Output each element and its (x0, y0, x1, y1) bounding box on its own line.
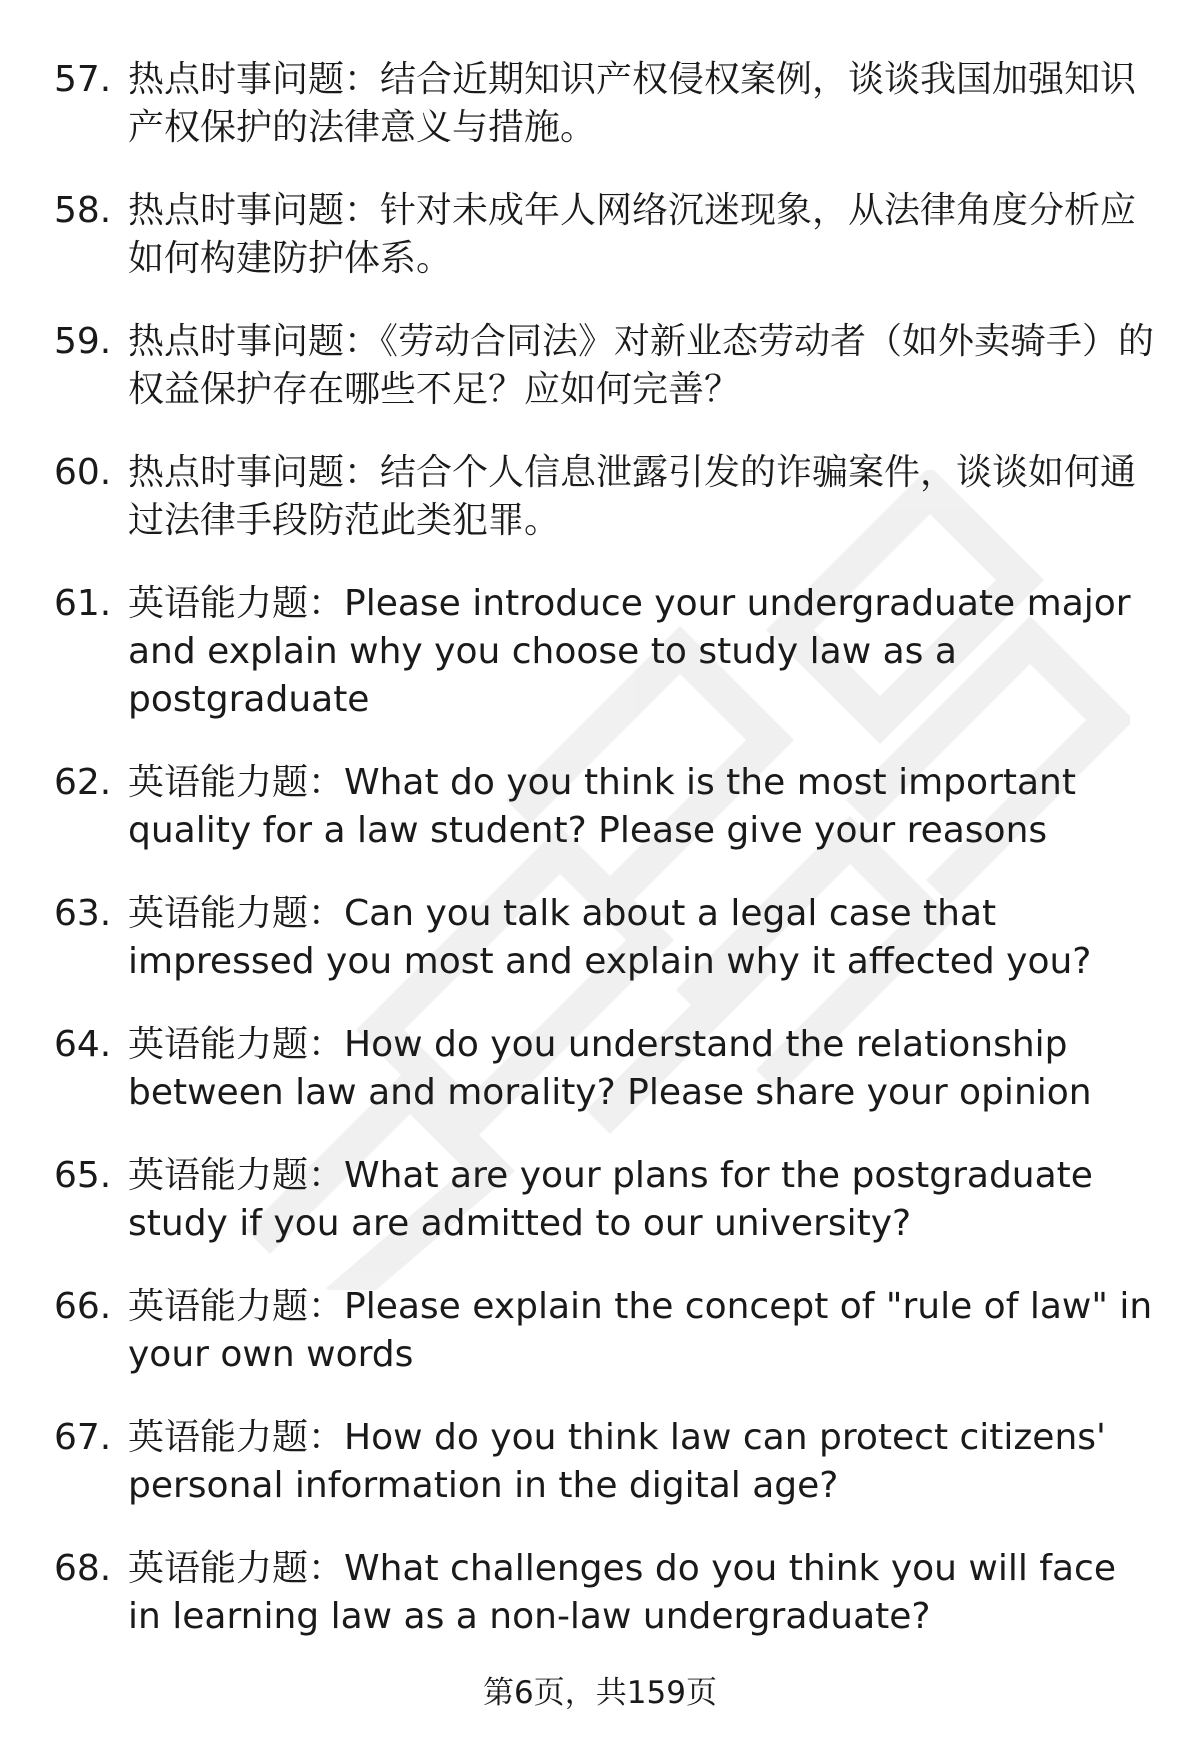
question-text: 热点时事问题：结合近期知识产权侵权案例，谈谈我国加强知识产权保护的法律意义与措施。 (128, 59, 1137, 148)
question-text: 英语能力题：What are your plans for the postgraduate study if you are admitted to our university? (128, 1155, 1093, 1244)
question-item-65 (0, 1152, 1200, 1248)
question-item-57 (0, 56, 1200, 152)
question-item-61 (0, 580, 1200, 724)
question-text: 热点时事问题：《劳动合同法》对新业态劳动者（如外卖骑手）的权益保护存在哪些不足？应如何完善？ (128, 321, 1155, 410)
question-item-63 (0, 890, 1200, 986)
page-footer (0, 1673, 1200, 1713)
question-number: 59. (54, 321, 112, 362)
question-text: 热点时事问题：结合个人信息泄露引发的诈骗案件，谈谈如何通过法律手段防范此类犯罪。 (128, 452, 1137, 541)
question-text: 英语能力题：How do you think law can protect citizens' personal information in the digital age? (128, 1417, 1106, 1506)
question-text: 英语能力题：Please explain the concept of "rule of law" in your own words (128, 1286, 1153, 1375)
question-text: 英语能力题：What challenges do you think you will face in learning law as a non-law undergraduate? (128, 1548, 1116, 1637)
question-number: 64. (54, 1024, 112, 1065)
question-number: 67. (54, 1417, 112, 1458)
question-number: 61. (54, 583, 112, 624)
question-item-58 (0, 187, 1200, 283)
question-text: 英语能力题：What do you think is the most important quality for a law student? Please give your reasons (128, 762, 1076, 851)
question-item-60 (0, 449, 1200, 545)
question-number: 57. (54, 59, 112, 100)
question-text: 英语能力题：Please introduce your undergraduate major and explain why you choose to study law as a postgraduate (128, 583, 1131, 720)
question-number: 60. (54, 452, 112, 493)
question-list (0, 56, 1200, 1676)
question-item-59 (0, 318, 1200, 414)
question-item-66 (0, 1283, 1200, 1379)
question-number: 58. (54, 190, 112, 231)
page-indicator: 第6页，共159页 (483, 1675, 717, 1711)
question-text: 英语能力题：How do you understand the relationship between law and morality? Please share your opinion (128, 1024, 1092, 1113)
question-number: 68. (54, 1548, 112, 1589)
question-item-67 (0, 1414, 1200, 1510)
question-text: 热点时事问题：针对未成年人网络沉迷现象，从法律角度分析应如何构建防护体系。 (128, 190, 1137, 279)
question-number: 65. (54, 1155, 112, 1196)
question-number: 66. (54, 1286, 112, 1327)
question-number: 63. (54, 893, 112, 934)
question-number: 62. (54, 762, 112, 803)
question-item-64 (0, 1021, 1200, 1117)
question-item-68 (0, 1545, 1200, 1641)
question-item-62 (0, 759, 1200, 855)
question-text: 英语能力题：Can you talk about a legal case that impressed you most and explain why it affected you? (128, 893, 1092, 982)
